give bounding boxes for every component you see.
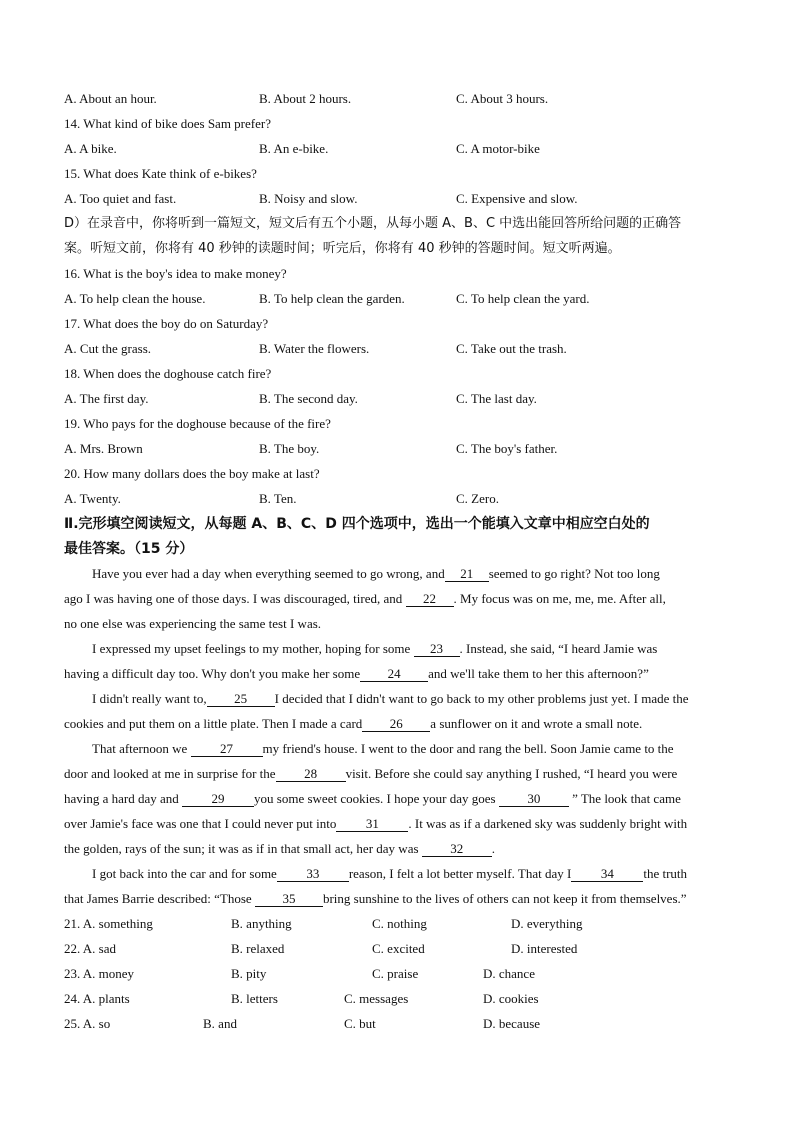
q21-option-d: D. everything	[511, 916, 583, 931]
blank-23[interactable]: 23	[414, 642, 460, 657]
blank-24[interactable]: 24	[360, 667, 428, 682]
q14-stem: 14. What kind of bike does Sam prefer?	[64, 116, 271, 131]
q19-options	[64, 441, 744, 457]
q15-stem: 15. What does Kate think of e-bikes?	[64, 166, 257, 181]
q15-option-c: C. Expensive and slow.	[456, 191, 578, 206]
q19-option-c: C. The boy's father.	[456, 441, 558, 456]
section-2-heading-line2: 最佳答案。（15 分）	[64, 541, 194, 557]
q23-option-d: D. chance	[483, 966, 535, 981]
q25-options	[64, 1016, 744, 1032]
passage-line: I expressed my upset feelings to my mother, hoping for some 23 . Instead, she said, “I heard Jamie was	[92, 641, 658, 656]
q13-option-a: A. About an hour.	[64, 91, 157, 106]
q19-option-b: B. The boy.	[259, 441, 320, 456]
q15-option-a: A. Too quiet and fast.	[64, 191, 177, 206]
q18-option-c: C. The last day.	[456, 391, 537, 406]
q20-option-a: A. Twenty.	[64, 491, 121, 506]
q18-stem: 18. When does the doghouse catch fire?	[64, 366, 272, 381]
section-d-instruction-line1: D）在录音中，你将听到一篇短文，短文后有五个小题，从每小题 A、B、C 中选出能回答所给问题的正确答	[64, 216, 682, 231]
q24-option-c: C. messages	[344, 991, 409, 1006]
q15-option-b: B. Noisy and slow.	[259, 191, 358, 206]
q16-options	[64, 291, 744, 307]
q21-option-a: 21. A. something	[64, 916, 153, 931]
q14-options	[64, 141, 744, 157]
q23-option-a: 23. A. money	[64, 966, 135, 981]
q16-stem: 16. What is the boy's idea to make money?	[64, 266, 287, 281]
q15-options	[64, 191, 744, 207]
q17-options	[64, 341, 744, 357]
q23-option-b: B. pity	[231, 966, 267, 981]
q19-option-a: A. Mrs. Brown	[64, 441, 143, 456]
q17-option-c: C. Take out the trash.	[456, 341, 567, 356]
q24-option-b: B. letters	[231, 991, 278, 1006]
q17-option-b: B. Water the flowers.	[259, 341, 370, 356]
q16-option-a: A. To help clean the house.	[64, 291, 206, 306]
blank-32[interactable]: 32	[422, 842, 492, 857]
q16-option-c: C. To help clean the yard.	[456, 291, 590, 306]
q24-option-a: 24. A. plants	[64, 991, 130, 1006]
q20-stem: 20. How many dollars does the boy make at last?	[64, 466, 320, 481]
passage-line: Have you ever had a day when everything seemed to go wrong, and 21 seemed to go right? Not too long	[92, 566, 660, 581]
q13-options	[64, 91, 744, 107]
q14-option-a: A. A bike.	[64, 141, 117, 156]
q18-option-b: B. The second day.	[259, 391, 358, 406]
passage-line: over Jamie's face was one that I could never put into 31 . It was as if a darkened sky was suddenly bright with	[64, 816, 688, 831]
q23-option-c: C. praise	[372, 966, 419, 981]
q24-options	[64, 991, 744, 1007]
q22-option-a: 22. A. sad	[64, 941, 116, 956]
passage-line: I didn't really want to, 25 I decided that I didn't want to go back to my other problems just yet. I made the	[92, 691, 689, 706]
q25-option-a: 25. A. so	[64, 1016, 111, 1031]
passage-line: That afternoon we 27 my friend's house. I went to the door and rang the bell. Soon Jamie came to the	[92, 741, 674, 756]
blank-31[interactable]: 31	[336, 817, 408, 832]
blank-26[interactable]: 26	[362, 717, 430, 732]
q22-option-b: B. relaxed	[231, 941, 285, 956]
q19-stem: 19. Who pays for the doghouse because of the fire?	[64, 416, 331, 431]
blank-35[interactable]: 35	[255, 892, 323, 907]
passage-line: ago I was having one of those days. I was discouraged, tired, and 22 . My focus was on me, me, me. After all,	[64, 591, 666, 606]
q20-option-b: B. Ten.	[259, 491, 297, 506]
q17-stem: 17. What does the boy do on Saturday?	[64, 316, 269, 331]
q18-option-a: A. The first day.	[64, 391, 149, 406]
blank-27[interactable]: 27	[191, 742, 263, 757]
blank-29[interactable]: 29	[182, 792, 254, 807]
passage-line: having a difficult day too. Why don't you make her some 24 and we'll take them to her this afternoon?”	[64, 666, 649, 681]
q21-options	[64, 916, 744, 932]
q22-option-c: C. excited	[372, 941, 425, 956]
q18-options	[64, 391, 744, 407]
q13-option-c: C. About 3 hours.	[456, 91, 549, 106]
blank-30[interactable]: 30	[499, 792, 569, 807]
passage-line: the golden, rays of the sun; it was as if in that small act, her day was 32 .	[64, 841, 496, 856]
q23-options	[64, 966, 744, 982]
q16-option-b: B. To help clean the garden.	[259, 291, 405, 306]
q25-option-c: C. but	[344, 1016, 376, 1031]
blank-21[interactable]: 21	[445, 567, 489, 582]
q14-option-c: C. A motor-bike	[456, 141, 540, 156]
passage-line: door and looked at me in surprise for the 28 visit. Before she could say anything I rushed, “I heard you were	[64, 766, 678, 781]
q25-option-b: B. and	[203, 1016, 237, 1031]
q25-option-d: D. because	[483, 1016, 541, 1031]
passage-line: cookies and put them on a little plate. Then I made a card 26 a sunflower on it and wrote a small note.	[64, 716, 643, 731]
passage-line: that James Barrie described: “Those 35 bring sunshine to the lives of others can not keep it from themselves.”	[64, 891, 687, 906]
section-2-heading-line1: Ⅱ.完形填空阅读短文，从每题 A、B、C、D 四个选项中，选出一个能填入文章中相应空白处的	[64, 516, 650, 532]
q17-option-a: A. Cut the grass.	[64, 341, 152, 356]
section-d-instruction-line2: 案。听短文前，你将有 40 秒钟的读题时间；听完后，你将有 40 秒钟的答题时间。短文听两遍。	[64, 241, 621, 256]
q14-option-b: B. An e-bike.	[259, 141, 329, 156]
q21-option-c: C. nothing	[372, 916, 427, 931]
passage-line: I got back into the car and for some 33 reason, I felt a lot better myself. That day I 34 the truth	[92, 866, 688, 881]
blank-33[interactable]: 33	[277, 867, 349, 882]
q21-option-b: B. anything	[231, 916, 292, 931]
passage-line: no one else was experiencing the same test I was.	[64, 616, 322, 631]
q20-options	[64, 491, 744, 507]
blank-34[interactable]: 34	[571, 867, 643, 882]
blank-22[interactable]: 22	[406, 592, 454, 607]
q22-option-d: D. interested	[511, 941, 578, 956]
blank-25[interactable]: 25	[207, 692, 275, 707]
q20-option-c: C. Zero.	[456, 491, 499, 506]
q22-options	[64, 941, 744, 957]
q24-option-d: D. cookies	[483, 991, 539, 1006]
passage-line: having a hard day and 29 you some sweet cookies. I hope your day goes 30 ” The look that came	[64, 791, 681, 806]
blank-28[interactable]: 28	[276, 767, 346, 782]
q13-option-b: B. About 2 hours.	[259, 91, 352, 106]
